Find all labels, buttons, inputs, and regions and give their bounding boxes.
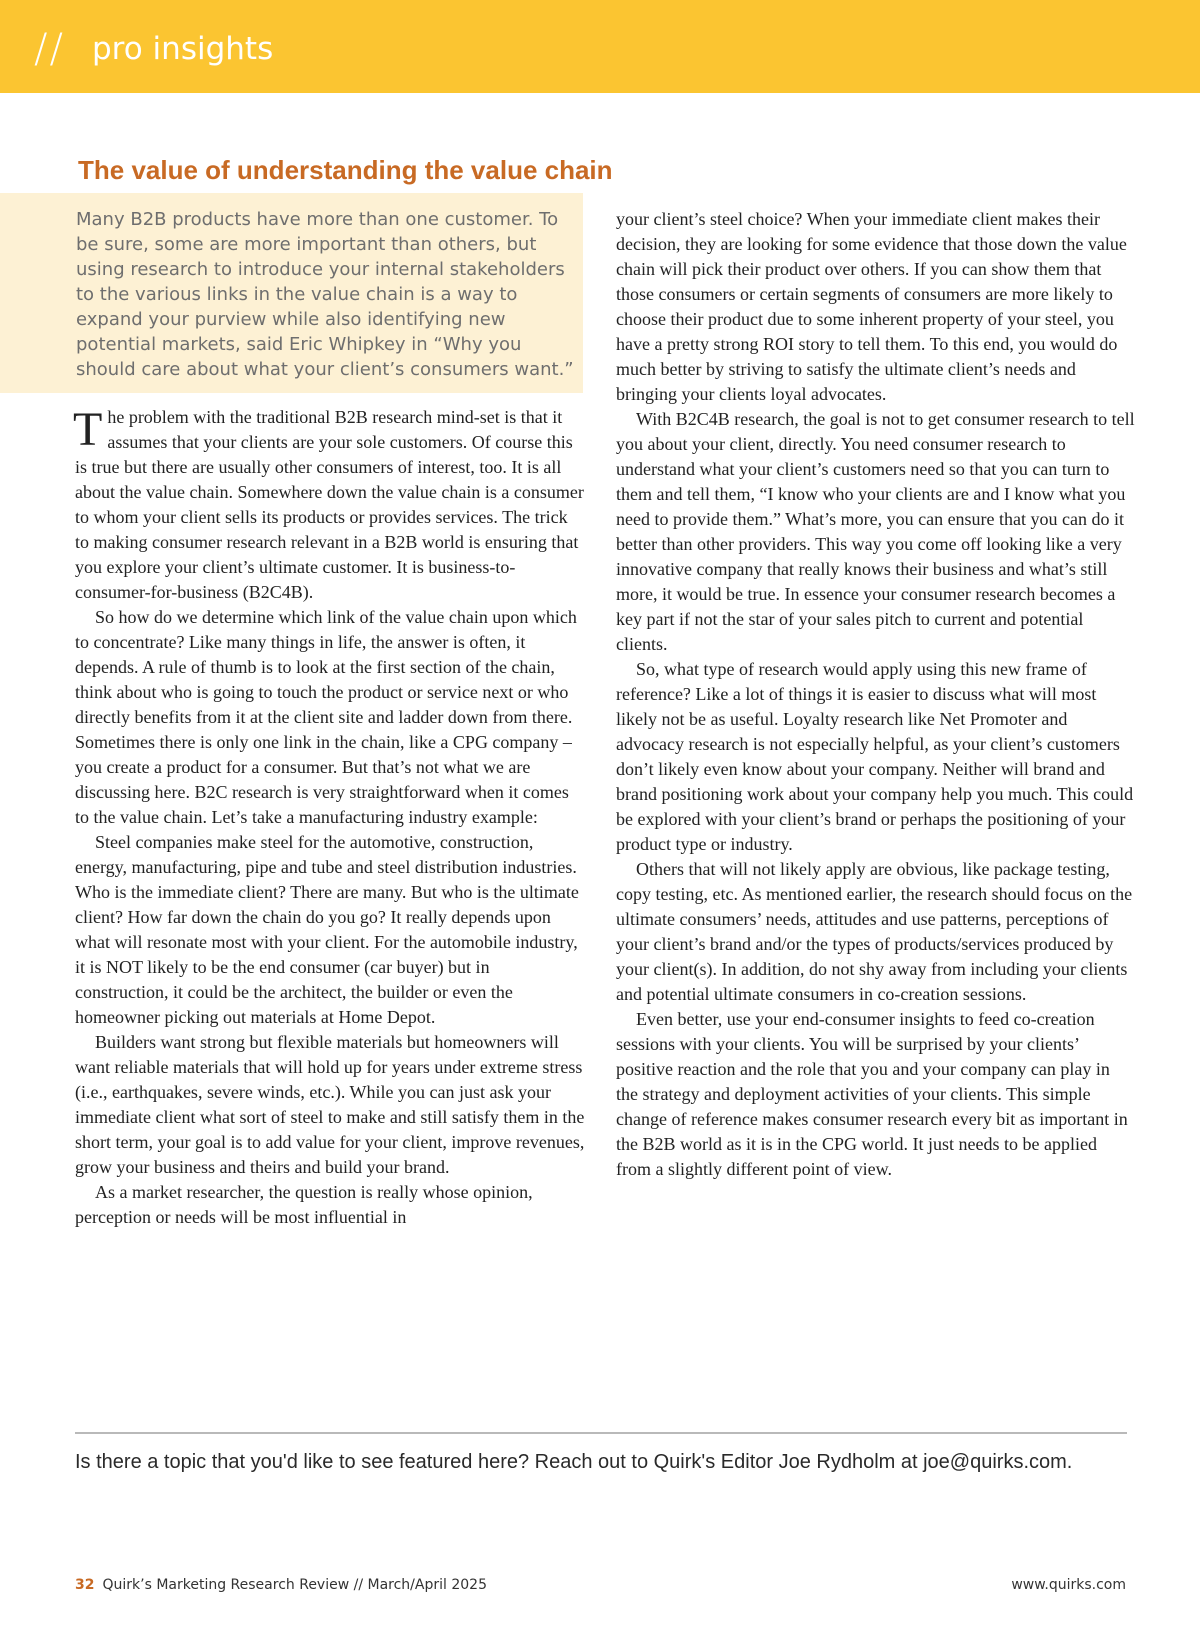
section-title: pro insights [92,31,274,67]
footer-divider [75,1432,1127,1434]
article-deck-box [0,193,583,393]
article-deck: Many B2B products have more than one customer. To be sure, some are more important than others, but using research to introduce your internal stakeholders to the various links in the value chain is a way to expand your purview while also identifying new potential markets, said Eric Whipkey in “Why you should care about what your client’s consumers want.” [76,209,574,380]
publication-name: Quirk’s Marketing Research Review // March/April 2025 [102,1577,487,1593]
article-column-right [616,207,1136,1182]
editor-callout: Is there a topic that you'd like to see featured here? Reach out to Quirk's Editor Joe Rydholm at joe@quirks.com. [75,1451,1073,1473]
paragraph-6: With B2C4B research, the goal is not to get consumer research to tell you about your client, directly. You need consumer research to understand what your client’s customers need so that you can turn to them and tell them, “I know who your clients are and I know what you need to provide them.” What’s more, you can ensure that you can do it better than other providers. This way you come off looking like a very innovative company that really knows their business and what’s still more, it would be true. In essence your consumer research becomes a key part if not the star of your sales pitch to current and potential clients. [616,409,1135,654]
paragraph-5: As a market researcher, the question is really whose opinion, perception or needs will be most influential in [75,1182,533,1227]
paragraph-4: Builders want strong but flexible materials but homeowners will want reliable materials that will hold up for years under extreme stress (i.e., earthquakes, severe winds, etc.). While you can just ask your immediate client what sort of steel to make and still satisfy them in the short term, your goal is to add value for your client, improve revenues, grow your business and theirs and build your brand. [75,1032,585,1177]
paragraph-7: So, what type of research would apply using this new frame of reference? Like a lot of things it is easier to discuss what will most likely not be as useful. Loyalty research like Net Promoter and advocacy research is not especially helpful, as your client’s customers don’t likely even know about your company. Neither will brand and brand positioning work about your company help you much. This could be explored with your client’s brand or perhaps the positioning of your product type or industry. [616,659,1134,854]
paragraph-2: So how do we determine which link of the value chain upon which to concentrate? Like many things in life, the answer is often, it depends. A rule of thumb is to look at the first section of the chain, think about who is going to touch the product or service next or who directly benefits from it at the client site and ladder down from there. Sometimes there is only one link in the chain, like a CPG company – you create a product for a consumer. But that’s not what we are discussing here. B2C research is very straightforward when it comes to the value chain. Let’s take a manufacturing industry example: [75,607,577,827]
paragraph-8: Others that will not likely apply are obvious, like package testing, copy testing, etc. As mentioned earlier, the research should focus on the ultimate consumers’ needs, attitudes and use patterns, perceptions of your client’s brand and/or the types of products/services produced by your client(s). In addition, do not shy away from including your clients and potential ultimate consumers in co-creation sessions. [616,859,1133,1004]
paragraph-9: Even better, use your end-consumer insights to feed co-creation sessions with your clients. You will be surprised by your clients’ positive reaction and the role that you and your company can play in the strategy and deployment activities of your clients. This simple change of reference makes consumer research every bit as important in the B2B world as it is in the CPG world. It just needs to be applied from a slightly different point of view. [616,1009,1128,1179]
page-folio [75,1575,487,1595]
paragraph-1 [75,405,585,605]
article-column-left [75,405,585,1230]
section-header-bar [0,0,1200,93]
article-headline: The value of understanding the value chain [78,155,613,185]
slashes-mark: // [34,26,65,72]
paragraph-5-continued: your client’s steel choice? When your immediate client makes their decision, they are looking for some evidence that those down the value chain will pick their product over others. If you can show them that those consumers or certain segments of consumers are more likely to choose their product due to some inherent property of your steel, you have a pretty strong ROI story to tell them. To this end, you would do much better by striving to satisfy the ultimate client’s needs and bringing your clients loyal advocates. [616,209,1127,404]
paragraph-3: Steel companies make steel for the automotive, construction, energy, manufacturing, pipe and tube and steel distribution industries. Who is the immediate client? There are many. But who is the ultimate client? How far down the chain do you go? It really depends upon what will resonate most with your client. For the automobile industry, it is NOT likely to be the end consumer (car buyer) but in construction, it could be the architect, the builder or even the homeowner picking out materials at Home Depot. [75,832,579,1027]
website-url[interactable]: www.quirks.com [1011,1577,1126,1593]
page-number: 32 [75,1577,95,1593]
paragraph-1-text: he problem with the traditional B2B research mind-set is that it assumes that your clients are your sole customers. Of course this is true but there are usually other consumers of interest, too. It is all about the value chain. Somewhere down the value chain is a consumer to whom your client sells its products or provides services. The trick to making consumer research relevant in a B2B world is ensuring that you explore your client’s ultimate customer. It is business-to-consumer-for-business (B2C4B). [75,407,584,602]
drop-cap: T [73,403,103,456]
